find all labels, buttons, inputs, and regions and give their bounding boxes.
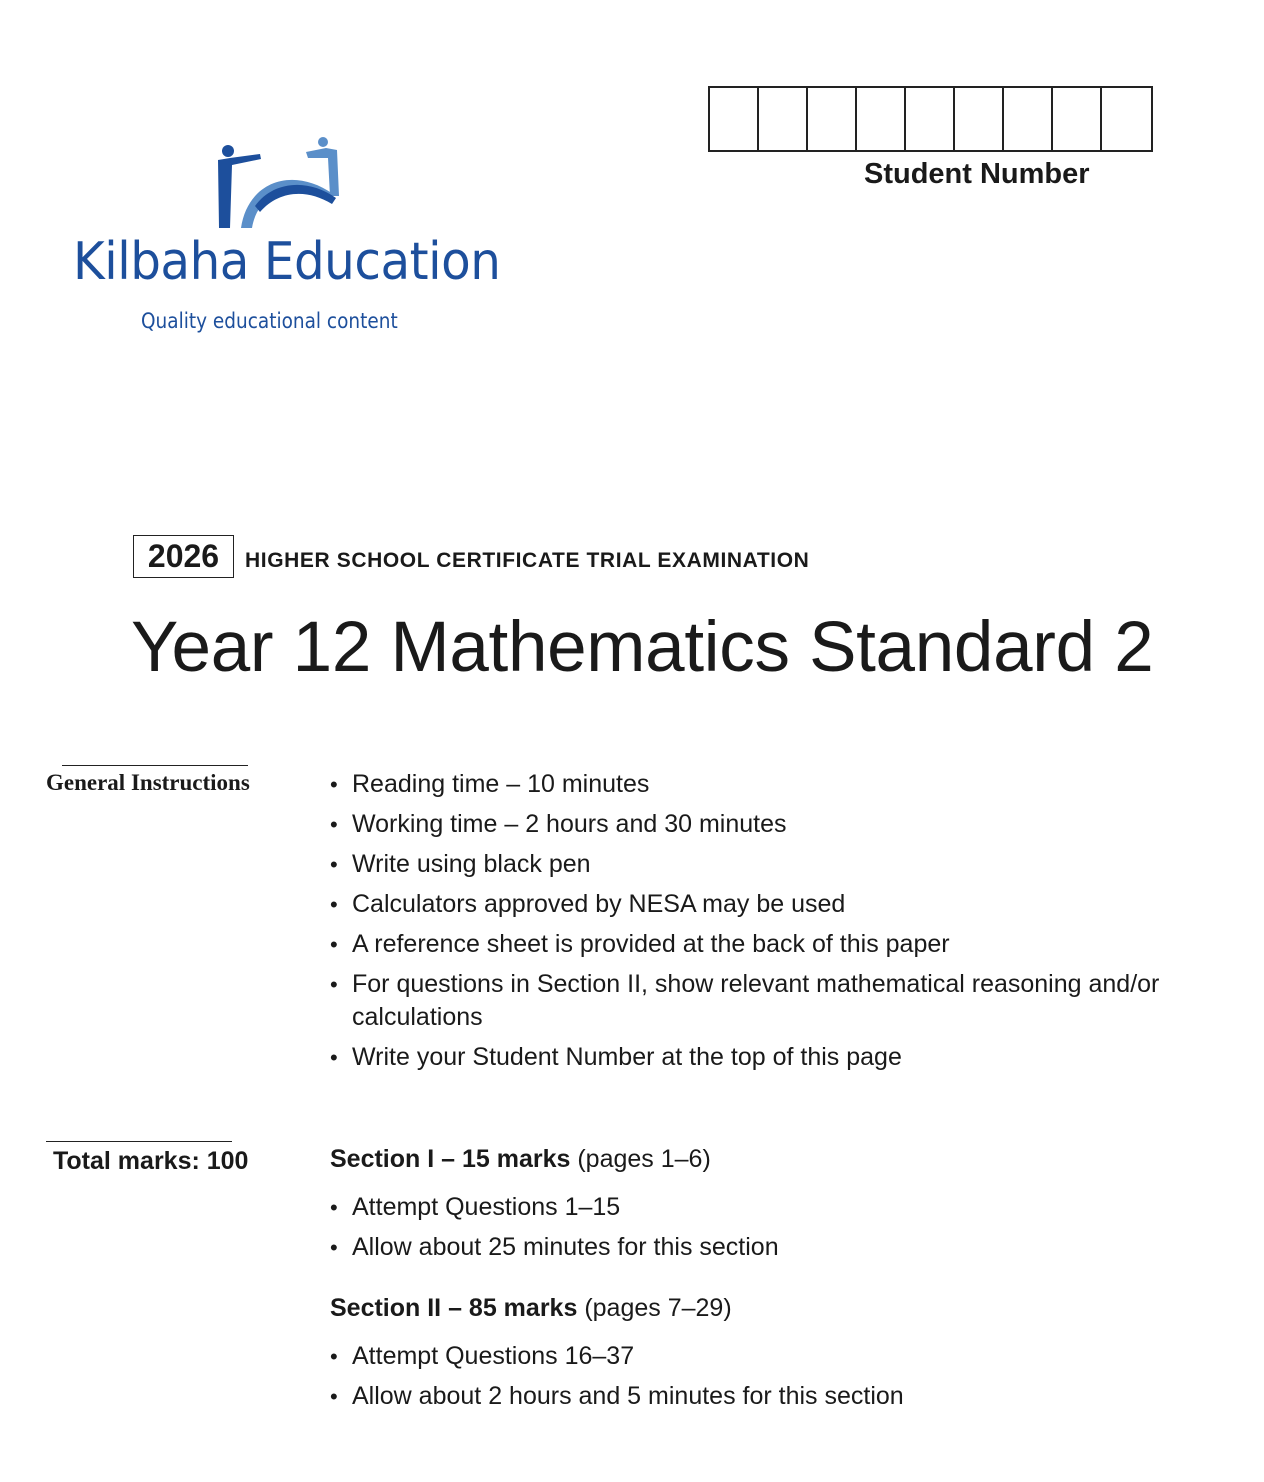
- instruction-item: • Reading time – 10 minutes: [330, 768, 1162, 801]
- section-2-pages: (pages 7–29): [584, 1294, 732, 1322]
- instruction-item: • Write your Student Number at the top of this page: [330, 1041, 1162, 1074]
- student-number-digit-box[interactable]: [710, 88, 759, 150]
- section-1-pages: (pages 1–6): [577, 1145, 711, 1173]
- student-number-digit-box[interactable]: [759, 88, 808, 150]
- section-1-heading: [330, 1145, 711, 1174]
- section-2-item: • Attempt Questions 16–37: [330, 1340, 1162, 1373]
- instruction-item: • Write using black pen: [330, 848, 1162, 881]
- general-instructions-label: General Instructions: [46, 770, 250, 795]
- instruction-item: • Working time – 2 hours and 30 minutes: [330, 808, 1162, 841]
- student-number-digit-box[interactable]: [955, 88, 1004, 150]
- brand-tagline: Quality educational content: [141, 309, 398, 333]
- instruction-item: • Calculators approved by NESA may be used: [330, 888, 1162, 921]
- instruction-item: • A reference sheet is provided at the back of this paper: [330, 928, 1162, 961]
- student-number-digit-box[interactable]: [808, 88, 857, 150]
- section-1-item: • Attempt Questions 1–15: [330, 1191, 1162, 1224]
- section-1-title: Section I – 15 marks: [330, 1145, 571, 1173]
- total-marks-rule: [46, 1141, 232, 1142]
- student-number-digit-box[interactable]: [1102, 88, 1151, 150]
- general-instructions-list: [330, 768, 1162, 1081]
- total-marks-label: Total marks: 100: [53, 1147, 249, 1175]
- exam-year-badge: 2026: [133, 535, 234, 578]
- section-2-title: Section II – 85 marks: [330, 1294, 578, 1322]
- section-1-list: [330, 1191, 1162, 1271]
- exam-type: HIGHER SCHOOL CERTIFICATE TRIAL EXAMINATION: [245, 549, 810, 572]
- student-number-digit-box[interactable]: [1053, 88, 1102, 150]
- section-2-heading: [330, 1294, 732, 1323]
- section-2-item: • Allow about 2 hours and 5 minutes for this section: [330, 1380, 1162, 1413]
- student-number-label: Student Number: [864, 158, 1090, 190]
- brand-name: Kilbaha Education: [73, 232, 501, 292]
- student-number-digit-box[interactable]: [1004, 88, 1053, 150]
- student-number-digit-box[interactable]: [906, 88, 955, 150]
- section-1-item: • Allow about 25 minutes for this section: [330, 1231, 1162, 1264]
- instruction-item: • For questions in Section II, show relevant mathematical reasoning and/or calculations: [330, 968, 1162, 1034]
- general-instructions-rule: [62, 765, 248, 766]
- kilbaha-logo-icon: [208, 136, 348, 236]
- student-number-boxes[interactable]: [708, 86, 1153, 152]
- exam-title: Year 12 Mathematics Standard 2: [131, 608, 1154, 687]
- section-2-list: [330, 1340, 1162, 1420]
- student-number-digit-box[interactable]: [857, 88, 906, 150]
